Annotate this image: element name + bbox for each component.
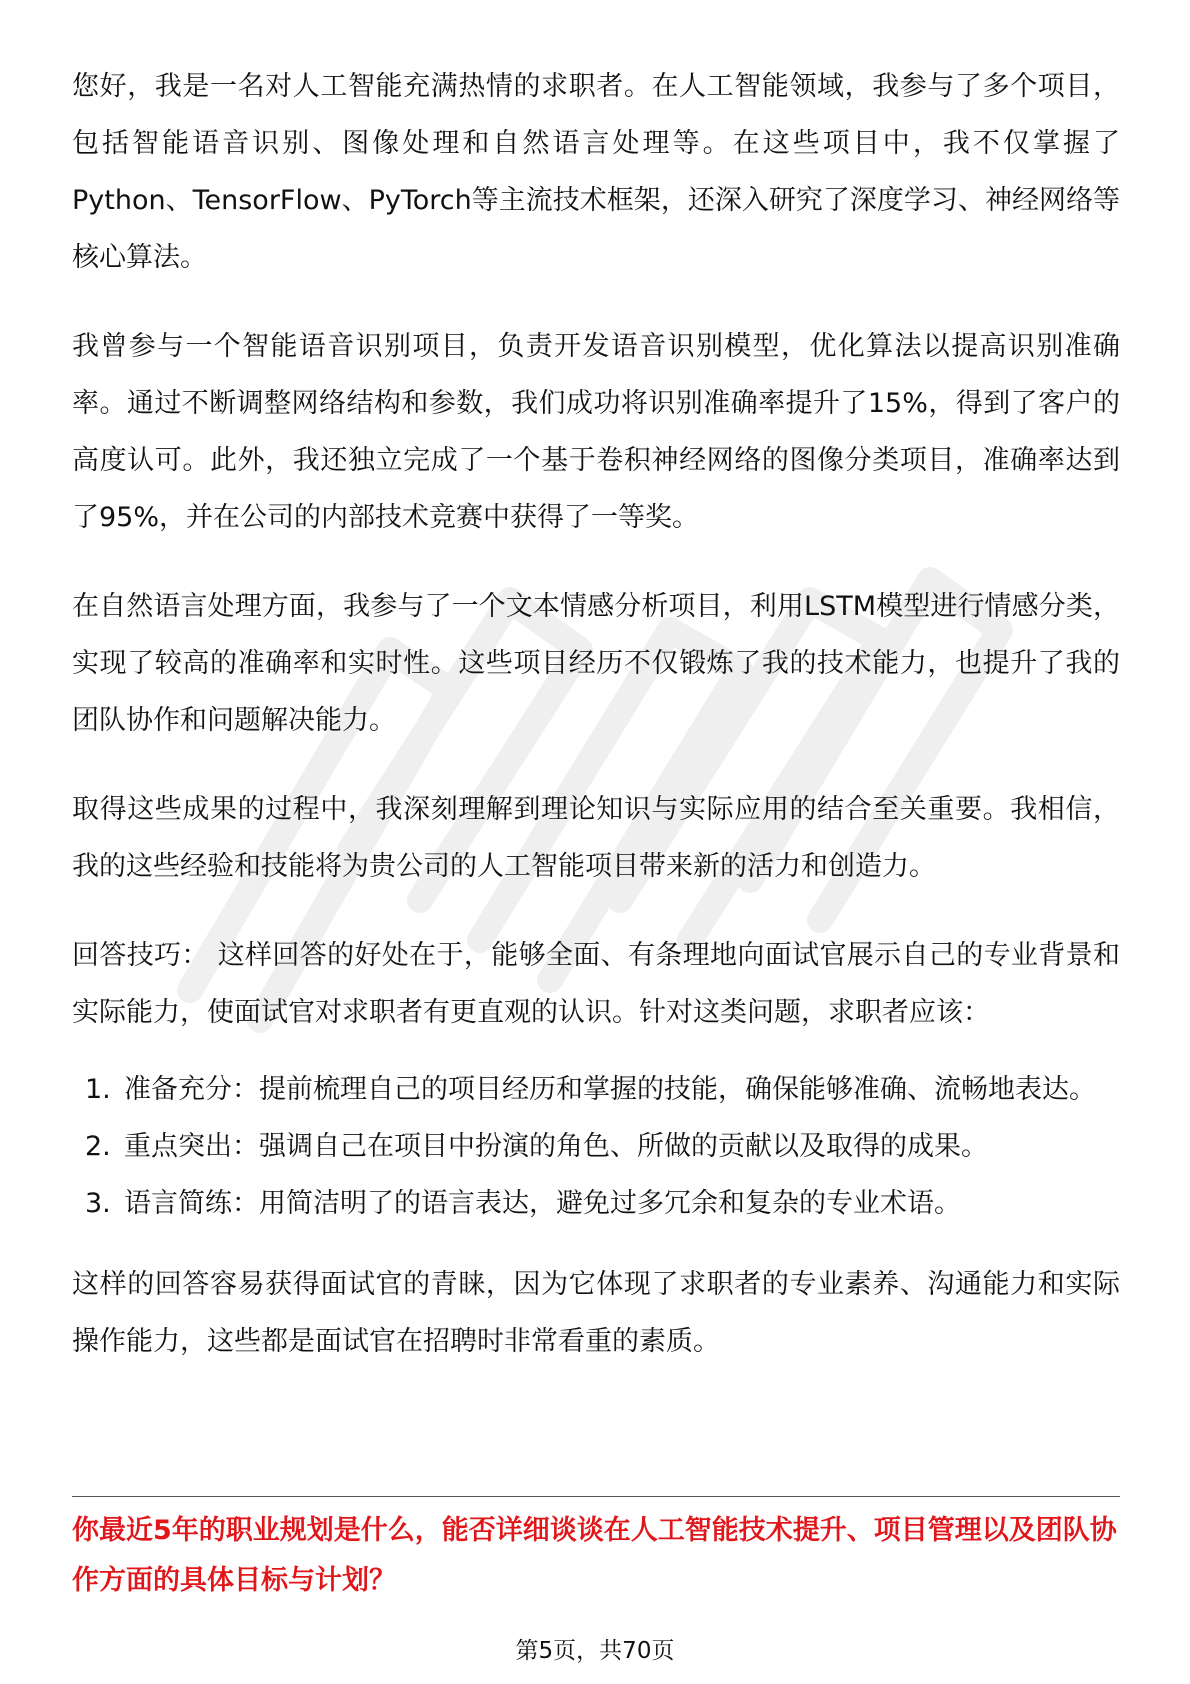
list-item-text: 语言简练：用简洁明了的语言表达，避免过多冗余和复杂的专业术语。 [124,1188,961,1219]
list-item-text: 准备充分：提前梳理自己的项目经历和掌握的技能，确保能够准确、流畅地表达。 [124,1074,1096,1105]
tips-list [72,1061,1120,1232]
list-item-number: 3. [85,1188,111,1219]
list-item [72,1175,1120,1232]
document-body [72,58,1120,1402]
next-question-heading: 你最近5年的职业规划是什么，能否详细谈谈在人工智能技术提升、项目管理以及团队协作方面的具体目标与计划？ [72,1515,1117,1596]
list-item [72,1061,1120,1118]
list-item-number: 2. [85,1131,111,1162]
section-divider [72,1496,1120,1497]
page-number-footer: 第5页，共70页 [515,1638,675,1664]
answer-tips-intro: 回答技巧： 这样回答的好处在于，能够全面、有条理地向面试官展示自己的专业背景和实际能力，使面试官对求职者有更直观的认识。针对这类问题，求职者应该： [72,940,1120,1028]
list-item-number: 1. [85,1074,111,1105]
paragraph-nlp-project: 在自然语言处理方面，我参与了一个文本情感分析项目，利用LSTM模型进行情感分类，实现了较高的准确率和实时性。这些项目经历不仅锻炼了我的技术能力，也提升了我的团队协作和问题解决能力。 [72,591,1120,736]
paragraph-intro: 您好，我是一名对人工智能充满热情的求职者。在人工智能领域，我参与了多个项目，包括智能语音识别、图像处理和自然语言处理等。在这些项目中，我不仅掌握了Python、TensorFlow、PyTorch等主流技术框架，还深入研究了深度学习、神经网络等核心算法。 [72,71,1120,273]
list-item [72,1118,1120,1175]
paragraph-summary: 取得这些成果的过程中，我深刻理解到理论知识与实际应用的结合至关重要。我相信，我的这些经验和技能将为贵公司的人工智能项目带来新的活力和创造力。 [72,794,1120,882]
paragraph-speech-project: 我曾参与一个智能语音识别项目，负责开发语音识别模型，优化算法以提高识别准确率。通过不断调整网络结构和参数，我们成功将识别准确率提升了15%，得到了客户的高度认可。此外，我还独立完成了一个基于卷积神经网络的图像分类项目，准确率达到了95%，并在公司的内部技术竞赛中获得了一等奖。 [72,331,1120,533]
paragraph-conclusion: 这样的回答容易获得面试官的青睐，因为它体现了求职者的专业素养、沟通能力和实际操作能力，这些都是面试官在招聘时非常看重的素质。 [72,1269,1120,1357]
list-item-text: 重点突出：强调自己在项目中扮演的角色、所做的贡献以及取得的成果。 [124,1131,988,1162]
